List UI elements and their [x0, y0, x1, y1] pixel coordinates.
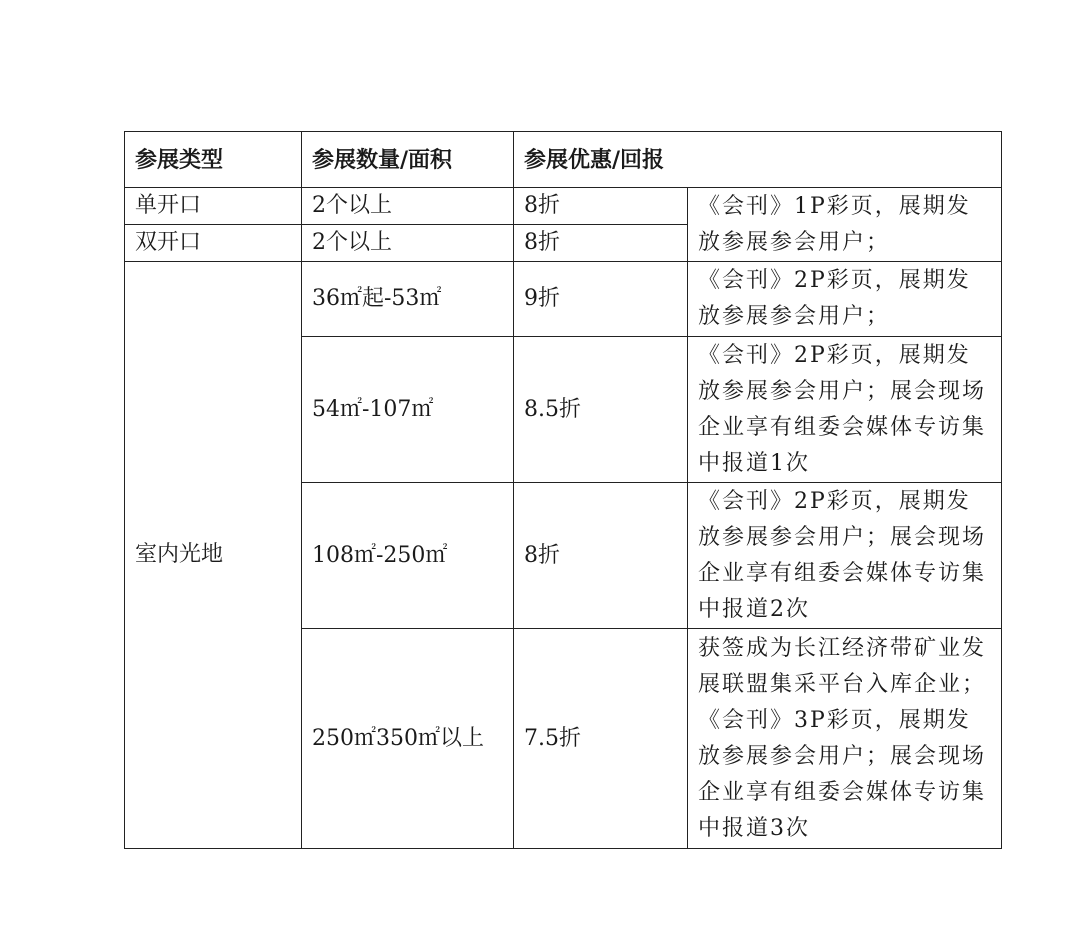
cell-reward: 《会刊》2P彩页，展期发放参展参会用户；展会现场企业享有组委会媒体专访集中报道1次	[688, 337, 1002, 483]
header-quantity-area: 参展数量/面积	[302, 132, 514, 188]
cell-reward: 《会刊》2P彩页，展期发放参展参会用户；展会现场企业享有组委会媒体专访集中报道2次	[688, 483, 1002, 629]
header-discount-reward: 参展优惠/回报	[514, 132, 1002, 188]
table-row	[125, 188, 1002, 225]
cell-type: 室内光地	[125, 262, 302, 849]
cell-discount: 8折	[514, 188, 688, 225]
cell-reward: 获签成为长江经济带矿业发展联盟集采平台入库企业；《会刊》3P彩页，展期发放参展参会用户；展会现场企业享有组委会媒体专访集中报道3次	[688, 629, 1002, 849]
cell-quantity: 250㎡350㎡以上	[302, 629, 514, 849]
cell-quantity: 36㎡起-53㎡	[302, 262, 514, 337]
cell-reward: 《会刊》1P彩页，展期发放参展参会用户；	[688, 188, 1002, 262]
cell-discount: 8折	[514, 225, 688, 262]
cell-quantity: 108㎡-250㎡	[302, 483, 514, 629]
cell-discount: 8.5折	[514, 337, 688, 483]
table-row	[125, 262, 1002, 337]
cell-quantity: 54㎡-107㎡	[302, 337, 514, 483]
cell-discount: 7.5折	[514, 629, 688, 849]
cell-type: 双开口	[125, 225, 302, 262]
table-header-row	[125, 132, 1002, 188]
cell-type: 单开口	[125, 188, 302, 225]
header-exhibit-type: 参展类型	[125, 132, 302, 188]
cell-reward: 《会刊》2P彩页，展期发放参展参会用户；	[688, 262, 1002, 337]
exhibition-pricing-table	[124, 131, 1002, 849]
cell-quantity: 2个以上	[302, 225, 514, 262]
cell-discount: 9折	[514, 262, 688, 337]
cell-discount: 8折	[514, 483, 688, 629]
cell-quantity: 2个以上	[302, 188, 514, 225]
